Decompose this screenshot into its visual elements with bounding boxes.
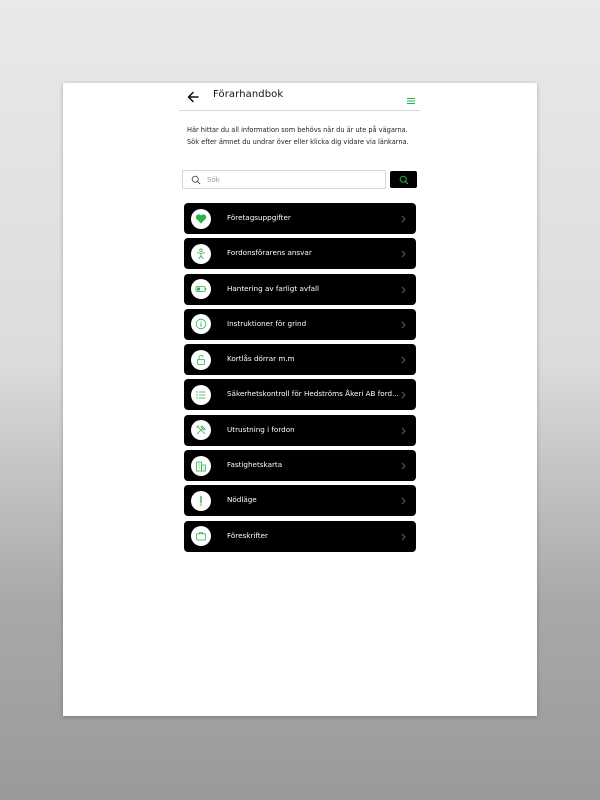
chevron-right-icon: [401, 215, 406, 223]
chevron-right-icon: [401, 533, 406, 541]
item-icon-wrapper: [191, 244, 211, 264]
chevron-right-icon: [401, 497, 406, 505]
briefcase-icon: [195, 530, 207, 542]
list-item-label: Fordonsförarens ansvar: [227, 248, 312, 258]
search-input[interactable]: [207, 173, 377, 186]
chevron-right-icon: [401, 250, 406, 258]
item-icon-wrapper: [191, 491, 211, 511]
list-item[interactable]: [184, 309, 416, 340]
search-row: [179, 170, 420, 190]
intro-text: Här hittar du all information som behövs när du är ute på vägarna. Sök efter ämnet du undrar över eller klicka dig vidare via länkarna.: [187, 126, 409, 146]
list-item[interactable]: [184, 379, 416, 410]
list-item-label: Utrustning i fordon: [227, 424, 295, 434]
topic-list: [184, 203, 416, 556]
item-icon-wrapper: [191, 279, 211, 299]
item-icon-wrapper: [191, 314, 211, 334]
search-icon: [399, 175, 409, 185]
item-icon-wrapper: [191, 456, 211, 476]
page-title: Förarhandbok: [213, 89, 284, 100]
item-icon-wrapper: [191, 209, 211, 229]
search-icon: [191, 175, 201, 185]
item-icon-wrapper: [191, 385, 211, 405]
list-item-label: Säkerhetskontroll för Hedströms Åkeri AB ford...: [227, 389, 399, 399]
list-item[interactable]: [184, 415, 416, 446]
exclamation-icon: [195, 495, 207, 507]
chevron-right-icon: [401, 286, 406, 294]
list-item[interactable]: [184, 485, 416, 516]
list-item-label: Hantering av farligt avfall: [227, 283, 320, 293]
item-icon-wrapper: [191, 526, 211, 546]
heart-icon: [195, 213, 207, 225]
item-icon-wrapper: [191, 350, 211, 370]
chevron-right-icon: [401, 321, 406, 329]
chevron-right-icon: [401, 356, 406, 364]
list-item[interactable]: [184, 238, 416, 269]
menu-button[interactable]: [406, 91, 416, 101]
list-item[interactable]: [184, 344, 416, 375]
person-figure-icon: [195, 248, 207, 260]
search-button[interactable]: [390, 171, 417, 188]
list-item-label: Företagsuppgifter: [227, 213, 291, 222]
info-icon: [195, 318, 207, 330]
list-item-label: Föreskrifter: [227, 530, 268, 540]
list-item-label: Nödläge: [227, 495, 257, 505]
list-item-label: Kortlås dörrar m.m: [227, 354, 295, 364]
chevron-right-icon: [401, 462, 406, 470]
checklist-icon: [195, 389, 207, 401]
search-box: [182, 170, 386, 189]
arrow-left-icon: [187, 90, 199, 104]
tools-icon: [195, 424, 207, 436]
list-item[interactable]: [184, 521, 416, 552]
chevron-right-icon: [401, 391, 406, 399]
list-item[interactable]: [184, 203, 416, 234]
list-item-label: Fastighetskarta: [227, 460, 283, 470]
document-page: [63, 83, 537, 716]
list-item[interactable]: [184, 274, 416, 305]
item-icon-wrapper: [191, 420, 211, 440]
list-item[interactable]: [184, 450, 416, 481]
list-item-label: Instruktioner för grind: [227, 318, 307, 328]
app-header: [179, 83, 420, 111]
app-screen: [179, 83, 420, 190]
back-button[interactable]: [187, 89, 199, 103]
chevron-right-icon: [401, 427, 406, 435]
battery-icon: [195, 283, 207, 295]
unlock-icon: [195, 354, 207, 366]
hamburger-menu-icon: [406, 96, 416, 106]
buildings-icon: [195, 460, 207, 472]
